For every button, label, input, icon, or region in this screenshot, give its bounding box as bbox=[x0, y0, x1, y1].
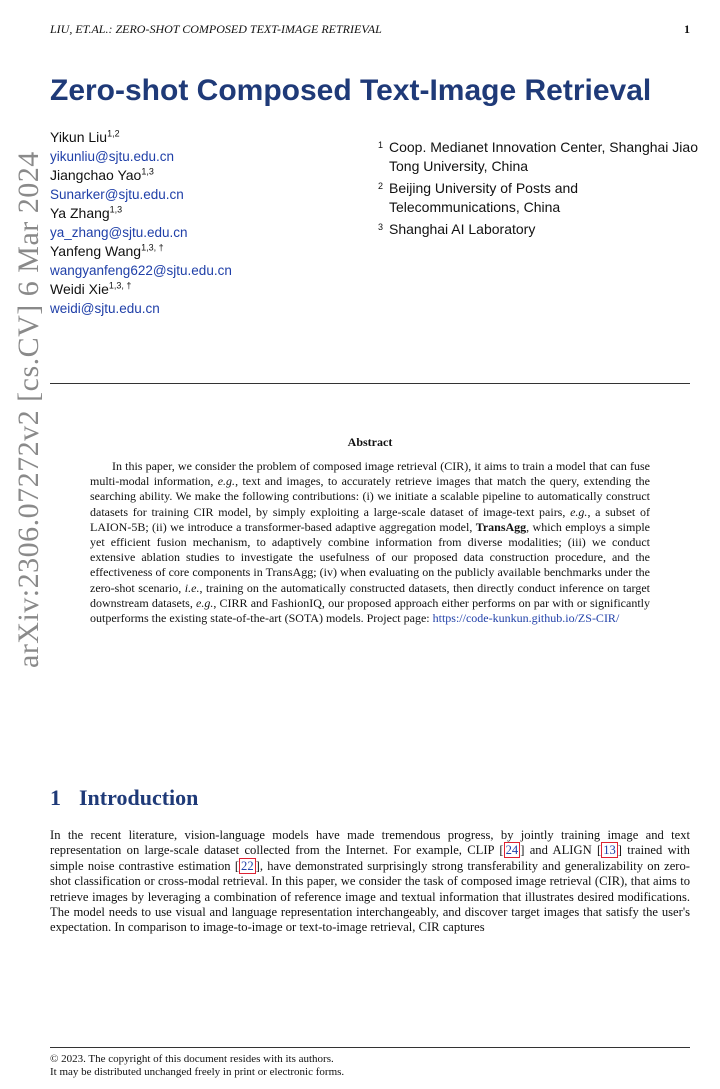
section-number: 1 bbox=[50, 785, 61, 810]
intro-text: ] trained with simple noise contrastive estimation [ bbox=[50, 843, 690, 873]
author-email-link[interactable]: wangyanfeng622@sjtu.edu.cn bbox=[50, 262, 232, 278]
author-email-link[interactable]: weidi@sjtu.edu.cn bbox=[50, 300, 160, 316]
author-name: Ya Zhang bbox=[50, 205, 110, 221]
author-entry bbox=[50, 280, 370, 318]
divider-footer bbox=[50, 1047, 690, 1048]
paper-title: Zero-shot Composed Text-Image Retrieval bbox=[50, 74, 652, 107]
affiliation-text: Beijing University of Posts and Telecommunications, China bbox=[389, 180, 579, 215]
author-email-link[interactable]: ya_zhang@sjtu.edu.cn bbox=[50, 224, 188, 240]
citation-number: 13 bbox=[603, 843, 616, 858]
author-affil-sup: 1,3 bbox=[109, 204, 123, 215]
affiliation-number: 3 bbox=[378, 222, 384, 232]
author-entry bbox=[50, 166, 370, 204]
citation-link[interactable] bbox=[504, 842, 521, 858]
affiliation-list bbox=[374, 138, 704, 243]
author-email-link[interactable]: Sunarker@sjtu.edu.cn bbox=[50, 186, 184, 202]
abstract-text: , training on the automatically constructed datasets, then directly conduct inference on target downstream datasets, bbox=[90, 580, 650, 610]
abstract-eg: e.g. bbox=[570, 504, 588, 519]
running-title: LIU, ET.AL.: ZERO-SHOT COMPOSED TEXT-IMAGE RETRIEVAL bbox=[50, 22, 382, 36]
author-affil-sup: 1,3, † bbox=[141, 242, 164, 253]
affiliation-text: Coop. Medianet Innovation Center, Shanghai Jiao Tong University, China bbox=[389, 139, 698, 174]
author-name: Yikun Liu bbox=[50, 129, 108, 145]
section-heading bbox=[50, 785, 198, 811]
divider-top bbox=[50, 383, 690, 384]
citation-number: 24 bbox=[505, 843, 519, 858]
author-list bbox=[50, 128, 370, 318]
page-number: 1 bbox=[684, 22, 690, 36]
copyright-line: © 2023. The copyright of this document resides with its authors. bbox=[50, 1053, 334, 1065]
abstract-ie: i.e. bbox=[184, 580, 200, 595]
intro-paragraph bbox=[50, 828, 690, 936]
abstract-eg: e.g. bbox=[196, 595, 214, 610]
model-name: TransAgg bbox=[475, 519, 527, 534]
author-affil-sup: 1,2 bbox=[107, 128, 120, 139]
affiliation-number: 1 bbox=[378, 140, 384, 150]
author-entry bbox=[50, 242, 370, 280]
citation-link[interactable] bbox=[601, 842, 618, 858]
abstract-eg: e.g. bbox=[217, 474, 236, 489]
running-header bbox=[50, 22, 690, 37]
affiliation-item bbox=[374, 179, 704, 216]
arxiv-stamp: arXiv:2306.07272v2 [cs.CV] 6 Mar 2024 bbox=[12, 151, 45, 668]
author-affil-sup: 1,3, † bbox=[108, 280, 132, 291]
abstract-text: In this paper, we consider the problem of composed image retrieval (CIR), it aims to train a model that can fuse multi-modal information, bbox=[90, 459, 650, 489]
project-page-link[interactable]: https://code-kunkun.github.io/ZS-CIR/ bbox=[432, 611, 620, 626]
abstract-text: , which employs a simple yet efficient fusion mechanism, to adaptively combine information from diverse modalities; (iii) we conduct extensive ablation studies to investigate the usefulness of our proposed data construction procedure, and the effectiveness of core components in TransAgg; (iv) when evaluating on the publicly available benchmarks under the zero-shot scenario, bbox=[90, 519, 650, 595]
intro-text: ], have demonstrated surprisingly strong transferability and generalizability on zero-shot classification or cross-modal retrieval. In this paper, we consider the task of composed image retrieval (CIR), that aims to retrieve images by leveraging a combination of reference image and textual information that illustrates desired modifications. The model needs to use visual and language representation interchangeably, and discover target images that satisfy the user's expectation. In comparison to image-to-image or text-to-image retrieval, CIR captures bbox=[50, 858, 690, 935]
author-name: Yanfeng Wang bbox=[50, 243, 142, 259]
section-title-text: Introduction bbox=[79, 785, 199, 810]
affiliation-number: 2 bbox=[378, 181, 384, 191]
citation-link[interactable] bbox=[239, 858, 256, 874]
affiliation-item bbox=[374, 138, 704, 175]
author-affil-sup: 1,3 bbox=[141, 166, 154, 177]
abstract-body bbox=[90, 459, 650, 626]
author-entry bbox=[50, 128, 370, 166]
abstract-text: , text and images, to accurately retrieve images that match the query, extending the searching ability. We make the following contributions: (i) we initiate a scalable pipeline to automatically construct datasets for training CIR model, by simply exploiting a large-scale dataset of image-text pairs, bbox=[90, 474, 650, 519]
author-entry bbox=[50, 204, 370, 242]
abstract-text: , CIRR and FashionIQ, our proposed approach either performs on par with or significantly outperforms the existing state-of-the-art (SOTA) models. Project page: bbox=[90, 595, 650, 626]
affiliation-text: Shanghai AI Laboratory bbox=[389, 221, 536, 237]
affiliation-item bbox=[374, 220, 704, 239]
copyright-footer bbox=[50, 1053, 690, 1079]
citation-number: 22 bbox=[241, 858, 254, 873]
author-email-link[interactable]: yikunliu@sjtu.edu.cn bbox=[50, 148, 175, 164]
abstract-text: , a subset of LAION-5B; (ii) we introduce a transformer-based adaptive aggregation model, bbox=[90, 504, 650, 534]
intro-text: ] and ALIGN [ bbox=[520, 843, 602, 858]
author-name: Jiangchao Yao bbox=[50, 167, 142, 183]
distribution-line: It may be distributed unchanged freely in print or electronic forms. bbox=[50, 1066, 345, 1078]
author-name: Weidi Xie bbox=[50, 281, 109, 297]
intro-text: In the recent literature, vision-language models have made tremendous progress, by jointly training image and text representation on large-scale dataset collected from the Internet. For example, CLIP [ bbox=[50, 828, 690, 858]
abstract-heading: Abstract bbox=[347, 435, 393, 449]
